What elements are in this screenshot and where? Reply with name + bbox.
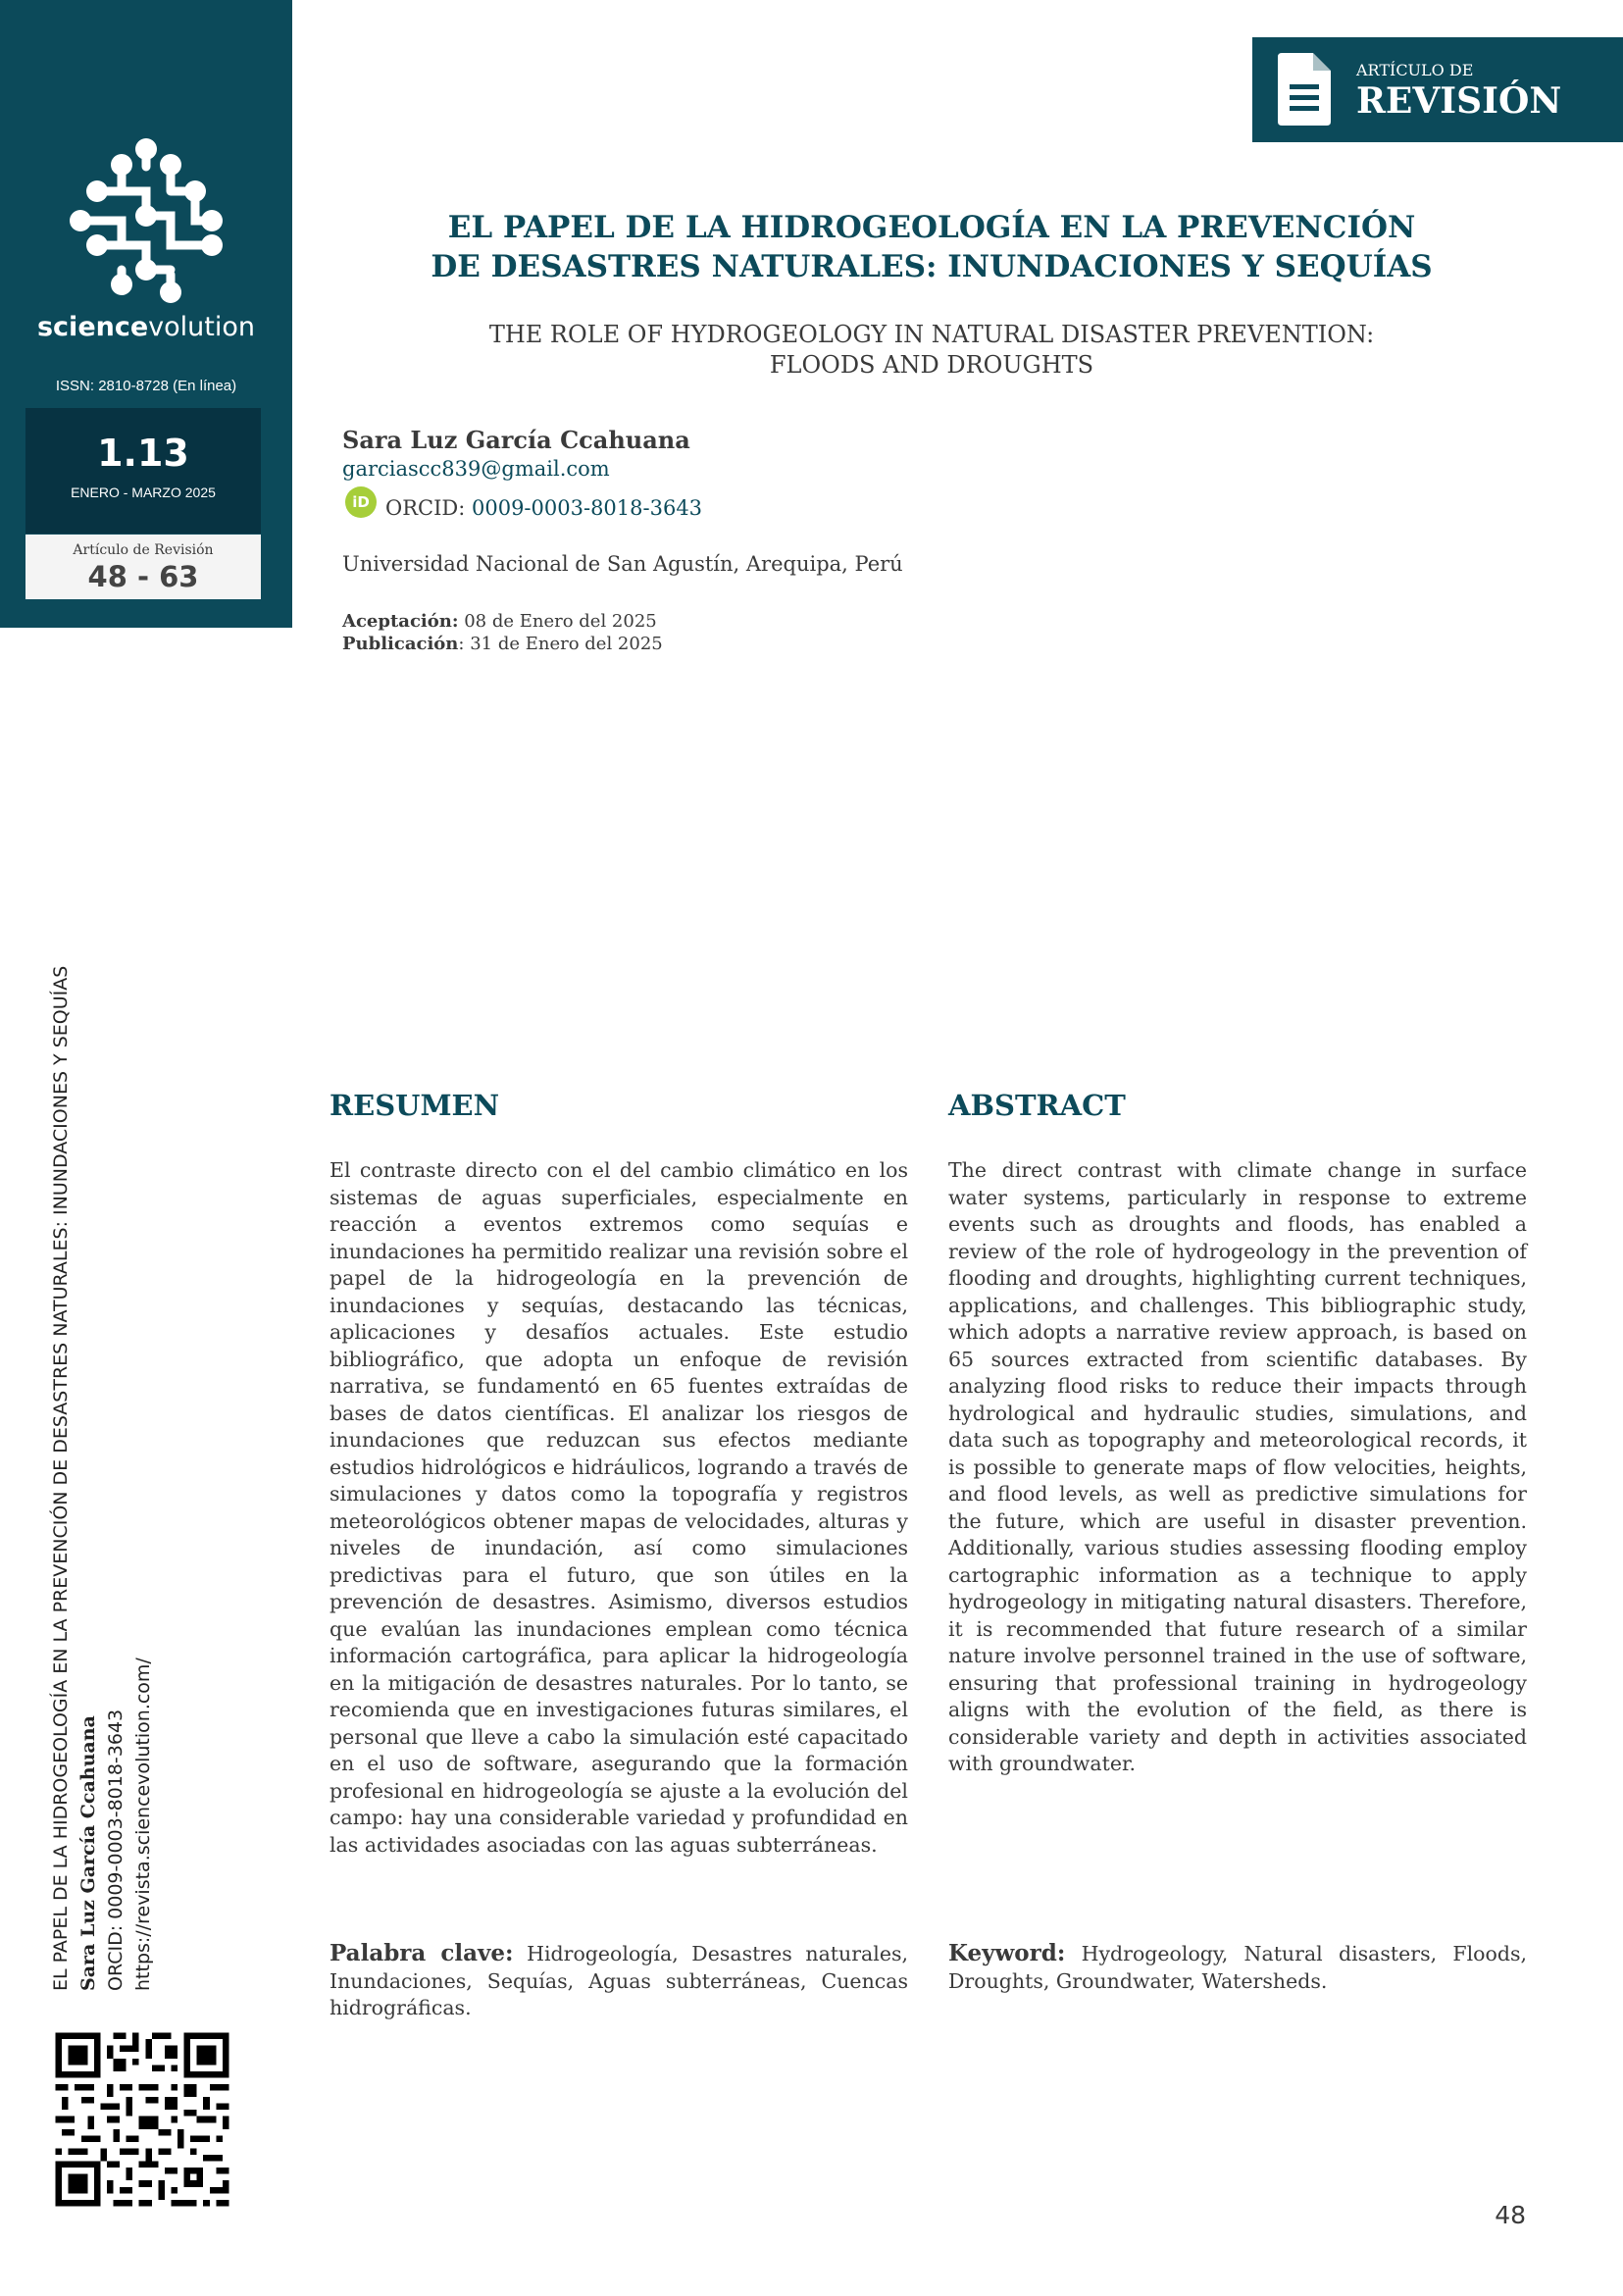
pages-label: Artículo de Revisión [73,542,214,558]
orcid-link[interactable]: 0009-0003-8018-3643 [471,496,703,520]
article-title: EL PAPEL DE LA HIDROGEOLOGÍA EN LA PREVENCIÓN DE DESASTRES NATURALES: INUNDACIONES Y SEQUÍAS [431,210,1433,284]
abstract-text: The direct contrast with climate change in surface water systems, particularly in response to extreme events such as droughts and floods, has enabled a review of the role of hydrogeology in the prevention of flooding and droughts, highlighting current techniques, applications, and challenges. This bibliographic study, which adopts a narrative review approach, is based on 65 sources extracted from scientific databases. By analyzing flood risks to reduce their impacts through hydrological and hydraulic studies, simulations, and data such as topography and meteorological records, it is possible to generate maps of flow velocities, heights, and flood levels, as well as predictive simulations for the future, which are useful in disaster prevention. Additionally, various studies assessing flooding employ cartographic information as a technique to apply hydrogeology in mitigating natural disasters. Therefore, it is recommended that future research of a similar nature involve personnel trained in the use of software, ensuring that professional training in hydrogeology aligns with the evolution of the field, as there is considerable variety and depth in activities associated with groundwater. [948,1158,1527,1775]
vertical-url[interactable]: https://revista.sciencevolution.com/ [132,1658,154,1991]
orcid-line: ORCID: 0009-0003-8018-3643 [385,496,703,520]
resumen-heading: RESUMEN [330,1089,500,1122]
abstract-section [948,1089,1527,1775]
page-number: 48 [1495,2201,1526,2229]
document-icon [1278,53,1331,126]
publication-dates: Aceptación: 08 de Enero del 2025 Publicación: 31 de Enero del 2025 [342,611,663,654]
keywords: Keyword: Hydrogeology, Natural disasters, Floods, Droughts, Groundwater, Watersheds. [948,1940,1527,1993]
author-email-link[interactable]: garciascc839@gmail.com [342,457,610,481]
badge-big-text: REVISIÓN [1356,80,1562,122]
abstract-heading: ABSTRACT [948,1089,1126,1122]
author-name: Sara Luz García Ccahuana [342,426,690,454]
orcid-icon: iD [345,486,377,518]
resumen-section [330,1089,908,1857]
vertical-citation [47,814,157,1991]
qr-code [49,2026,235,2213]
resumen-text: El contraste directo con el del cambio climático en los sistemas de aguas superficiales, especialmente en reacción a eventos extremos como sequías e inundaciones ha permitido realizar una revisión sobre el papel de la hidrogeología en la prevención de inundaciones y sequías, destacando las técnicas, aplicaciones y desafíos actuales. Este estudio bibliográfico, que adopta un enfoque de revisión narrativa, se fundamentó en 65 fuentes extraídas de bases de datos científicas. El analizar los riesgos de inundaciones que reduzcan sus efectos mediante estudios hidrológicos e hidráulicos, logrando a través de simulaciones y datos como la topografía y registros meteorológicos obtener mapas de velocidades, alturas y niveles de inundación, así como simulaciones predictivas para el futuro, que son útiles en la prevención de desastres. Asimismo, diversos estudios que evalúan las inundaciones emplean como técnica información cartográfica, para aplicar la hidrogeología en la mitigación de desastres naturales. Por lo tanto, se recomienda que en investigaciones futuras similares, el personal que lleve a cabo la simulación esté capacitado en el uso de software, asegurando que la formación profesional en hidrogeología se ajuste a la evolución del campo: hay una considerable variedad y profundidad en las actividades asociadas con las aguas subterráneas. [330,1158,908,1857]
volume-period: ENERO - MARZO 2025 [71,485,216,500]
vertical-author: Sara Luz García Ccahuana [77,1715,99,1991]
article-subtitle: THE ROLE OF HYDROGEOLOGY IN NATURAL DISASTER PREVENTION: FLOODS AND DROUGHTS [488,321,1375,379]
author-affiliation: Universidad Nacional de San Agustín, Arequipa, Perú [342,552,903,576]
volume-box [25,408,261,534]
pages-range: 48 - 63 [87,560,199,593]
palabras-clave: Palabra clave: Hidrogeología, Desastres naturales, Inundaciones, Sequías, Aguas subterráneas, Cuencas hidrográficas. [330,1940,908,2019]
molecule-network-logo [63,137,229,304]
journal-sidebar [0,0,292,628]
vertical-title: EL PAPEL DE LA HIDROGEOLOGÍA EN LA PREVENCIÓN DE DESASTRES NATURALES: INUNDACIONES Y SEQUÍAS [50,965,72,1991]
pages-box [25,535,261,599]
badge-small-text: ARTÍCULO DE [1356,61,1474,79]
volume-number: 1.13 [97,432,189,475]
issn: ISSN: 2810-8728 (En línea) [55,378,237,394]
article-type-badge [1252,37,1623,142]
journal-brand: sciencevolution [36,312,256,342]
vertical-orcid: ORCID: 0009-0003-8018-3643 [105,1709,127,1991]
